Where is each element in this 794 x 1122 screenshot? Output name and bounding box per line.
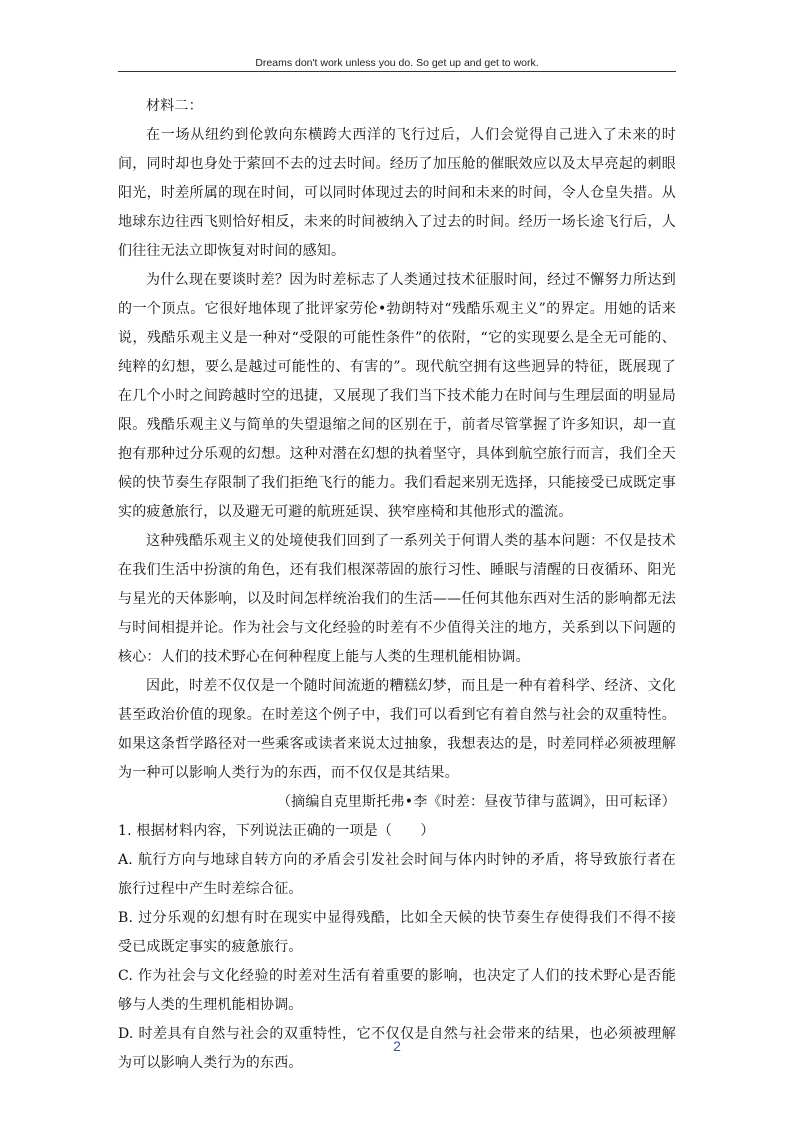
page-header-motto: Dreams don't work unless you do. So get up and get to work. <box>255 57 539 69</box>
material-paragraph-1: 在一场从纽约到伦敦向东横跨大西洋的飞行过后，人们会觉得自己进入了未来的时间，同时却也身处于萦回不去的过去时间。经历了加压舱的催眠效应以及太早亮起的刺眼阳光，时差所属的现在时间，可以同时体现过去的时间和未来的时间，令人仓皇失措。从地球东边往西飞则恰好相反，未来的时间被纳入了过去的时间。经历一场长途飞行后，人们往往无法立即恢复对时间的感知。 <box>118 127 676 259</box>
header-divider <box>118 71 676 72</box>
material-paragraph-3: 这种残酷乐观主义的处境使我们回到了一系列关于何谓人类的基本问题：不仅是技术在我们生活中扮演的角色，还有我们根深蒂固的旅行习性、睡眠与清醒的日夜循环、阳光与星光的天体影响，以及时间怎样统治我们的生活——任何其他东西对生活的影响都无法与时间相提并论。作为社会与文化经验的时差有不少值得关注的地方，关系到以下问题的核心：人们的技术野心在何种程度上能与人类的生理机能相协调。 <box>118 533 676 665</box>
material-paragraph-4: 因此，时差不仅仅是一个随时间流逝的糟糕幻梦，而且是一种有着科学、经济、文化甚至政治价值的现象。在时差这个例子中，我们可以看到它有着自然与社会的双重特性。如果这条哲学路径对一些乘客或读者来说太过抽象，我想表达的是，时差同样必须被理解为一种可以影响人类行为的东西，而不仅仅是其结果。 <box>118 678 676 781</box>
question-option-d: D. 时差具有自然与社会的双重特性，它不仅仅是自然与社会带来的结果，也必须被理解为可以影响人类行为的东西。 <box>118 1026 676 1071</box>
question-option-b: B. 过分乐观的幻想有时在现实中显得残酷，比如全天候的快节奏生存使得我们不得不接受已成既定事实的疲惫旅行。 <box>118 910 676 955</box>
page-number: 2 <box>393 1038 401 1054</box>
document-body <box>118 92 676 1078</box>
question-option-c: C. 作为社会与文化经验的时差对生活有着重要的影响，也决定了人们的技术野心是否能够与人类的生理机能相协调。 <box>118 968 676 1013</box>
material-label: 材料二： <box>146 98 203 114</box>
material-paragraph-2: 为什么现在要谈时差？因为时差标志了人类通过技术征服时间，经过不懈努力所达到的一个顶点。它很好地体现了批评家劳伦•勃朗特对“残酷乐观主义”的界定。用她的话来说，残酷乐观主义是一种对“受限的可能性条件”的依附，“它的实现要么是全无可能的、纯粹的幻想，要么是越过可能性的、有害的”。现代航空拥有这些迥异的特征，既展现了在几个小时之间跨越时空的迅捷，又展现了我们当下技术能力在时间与生理层面的明显局限。残酷乐观主义与简单的失望退缩之间的区别在于，前者尽管掌握了许多知识，却一直抱有那种过分乐观的幻想。这种对潜在幻想的执着坚守，具体到航空旅行而言，我们全天候的快节奏生存限制了我们拒绝飞行的能力。我们看起来别无选择，只能接受已成既定事实的疲惫旅行，以及避无可避的航班延误、狭窄座椅和其他形式的濫流。 <box>118 272 676 520</box>
question-option-a: A. 航行方向与地球自转方向的矛盾会引发社会时间与体内时钟的矛盾，将导致旅行者在旅行过程中产生时差综合征。 <box>118 852 676 897</box>
question-stem: 1. 根据材料内容，下列说法正确的一项是（ ） <box>118 823 435 839</box>
material-source-citation: （摘编自克里斯托弗•李《时差：昼夜节律与蓝调》，田可耘译） <box>276 794 676 810</box>
